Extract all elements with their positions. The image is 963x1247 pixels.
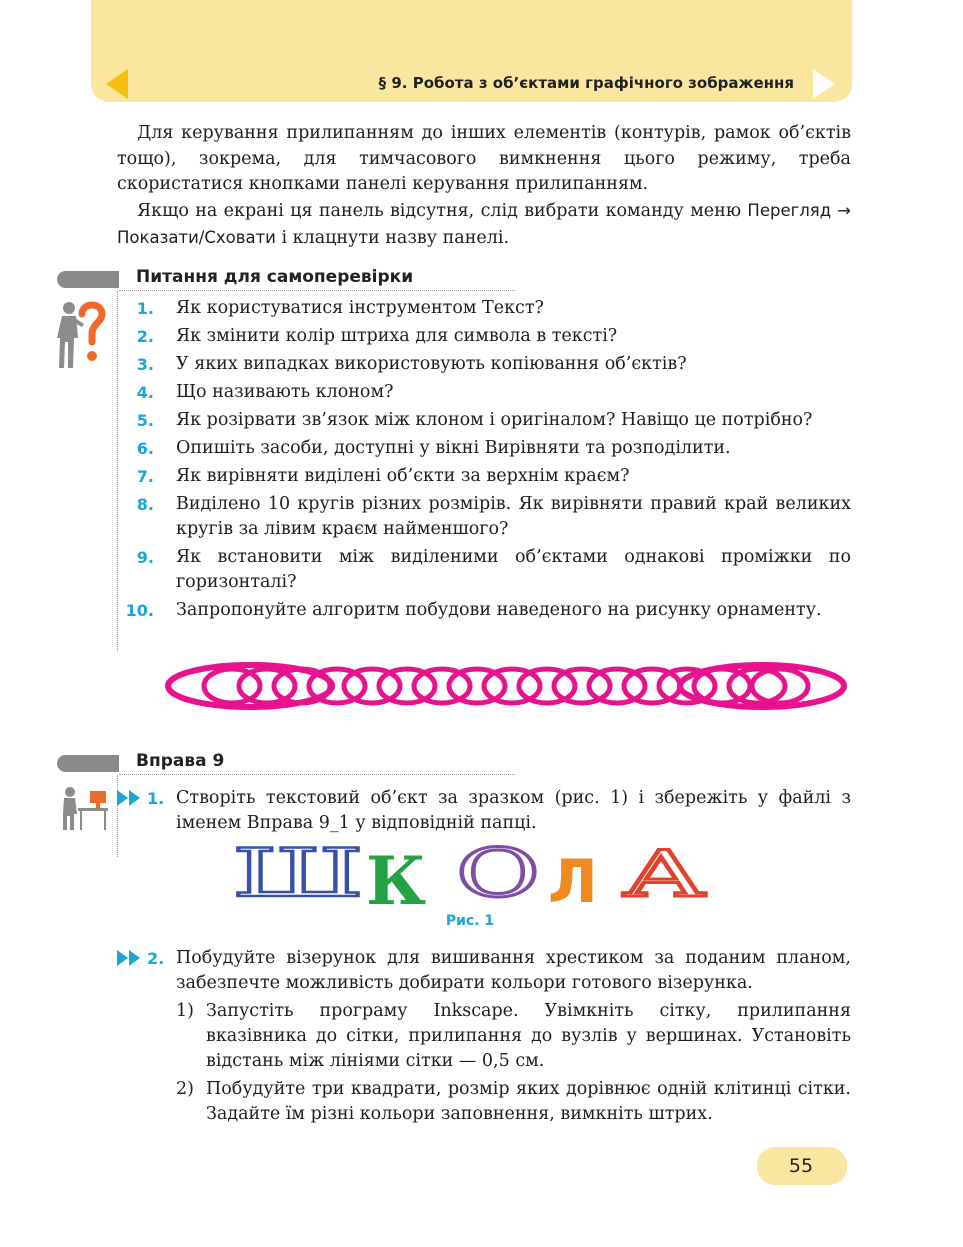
menu-path: Перегляд → Показати/Сховати (117, 201, 851, 247)
questions-title-underline (119, 290, 515, 291)
prev-page-triangle-icon (106, 69, 128, 99)
question-item (120, 296, 851, 321)
person-at-computer-icon (58, 786, 112, 832)
page-number: 55 (788, 1155, 814, 1177)
figure-caption: Рис. 1 (445, 913, 495, 929)
question-number: 2. (136, 327, 154, 346)
task-2 (117, 946, 851, 1127)
exercise-section-bar (57, 755, 119, 772)
question-text: У яких випадках використовують копіювання об’єктів? (176, 354, 687, 374)
double-arrow-icon (117, 950, 141, 966)
word-art-letter-3: О (456, 838, 540, 912)
exercise-title-underline (119, 774, 515, 775)
question-number: 8. (136, 495, 154, 514)
step-text: Запустіть програму Inkscape. Увімкніть сітку, прилипання вказівника до сітки, прилипання до вузлів у вершинах. Установіть відстань між лініями сітки — 0,5 см. (206, 1001, 851, 1071)
question-item (120, 598, 851, 623)
question-text: Як вирівняти виділені об’єкти за верхнім краєм? (176, 466, 630, 486)
intro-p2-text (117, 198, 851, 251)
thinking-person-question-icon (54, 298, 106, 372)
step-number: 2) (176, 1079, 194, 1099)
question-number: 1. (136, 299, 154, 318)
task-1-number: 1. (147, 789, 165, 808)
question-item (120, 352, 851, 377)
word-art-letter-2: К (366, 842, 427, 913)
question-item (120, 436, 851, 461)
ornament-small-rings (204, 669, 808, 703)
step-number: 1) (176, 1001, 194, 1021)
question-item (120, 380, 851, 405)
task-2-step (176, 1077, 851, 1127)
intro-p1-text: Для керування прилипанням до інших елементів (контурів, рамок об’єктів тощо), зокрема, для тимчасового вимкнення цього режиму, треба скористатися кнопками панелі керування прилипанням. (117, 123, 851, 194)
question-number: 5. (136, 411, 154, 430)
school-word-art-figure (230, 838, 710, 913)
questions-list (120, 296, 851, 626)
question-text: Як користуватися інструментом Текст? (176, 298, 544, 318)
question-number: 4. (136, 383, 154, 402)
question-text: Як розірвати зв’язок між клоном і оригіналом? Навіщо це потрібно? (176, 410, 813, 430)
intro-p2-end: і клацнути назву панелі. (275, 227, 510, 248)
questions-left-rule (117, 291, 118, 651)
ornament-chain-figure (160, 660, 852, 712)
intro-p2-start: Якщо на екрані ця панель відсутня, слід вибрати команду меню (137, 201, 748, 221)
intro-paragraph-1 (117, 121, 851, 198)
task-2-number: 2. (147, 949, 165, 968)
question-item (120, 545, 851, 595)
question-text: Запропонуйте алгоритм побудови наведеного на рисунку орнаменту. (176, 600, 822, 620)
task-1-text: Створіть текстовий об’єкт за зразком (рис. 1) і збережіть у файлі з іменем Вправа 9_1 у відповідній папці. (176, 788, 851, 833)
question-item (120, 492, 851, 542)
question-text: Опишіть засоби, доступні у вікні Вирівняти та розподілити. (176, 438, 731, 458)
word-art-letter-4: Л (548, 847, 598, 913)
task-2-step (176, 999, 851, 1074)
task-2-text: Побудуйте візерунок для вишивання хрестиком за поданим планом, забезпечте можливість добирати кольори готового візерунка. (176, 948, 851, 993)
next-page-triangle-icon (813, 69, 835, 99)
question-number: 10. (125, 601, 154, 620)
task-1 (117, 786, 851, 836)
word-art-letter-1: Ш (232, 838, 364, 912)
questions-section-bar (57, 271, 119, 288)
question-text: Що називають клоном? (176, 382, 394, 402)
question-item (120, 324, 851, 349)
questions-title: Питання для самоперевірки (136, 267, 414, 287)
question-text: Виділено 10 кругів різних розмірів. Як вирівняти правий край великих кругів за лівим краєм найменшого? (176, 494, 851, 539)
question-number: 3. (136, 355, 154, 374)
double-arrow-icon (117, 790, 141, 806)
question-item (120, 408, 851, 433)
question-text: Як змінити колір штриха для символа в тексті? (176, 326, 618, 346)
word-art-letter-5: А (622, 838, 706, 912)
intro-paragraph-2 (117, 198, 851, 251)
question-number: 7. (136, 467, 154, 486)
question-number: 6. (136, 439, 154, 458)
exercise-title: Вправа 9 (136, 751, 225, 771)
question-number: 9. (136, 548, 154, 567)
step-text: Побудуйте три квадрати, розмір яких дорівнює одній клітинці сітки. Задайте їм різні кольори заповнення, вимкніть штрих. (206, 1079, 851, 1124)
question-item (120, 464, 851, 489)
section-title: § 9. Робота з об’єктами графічного зображення (378, 74, 794, 92)
question-text: Як встановити між виділеними об’єктами однакові проміжки по горизонталі? (176, 547, 851, 592)
